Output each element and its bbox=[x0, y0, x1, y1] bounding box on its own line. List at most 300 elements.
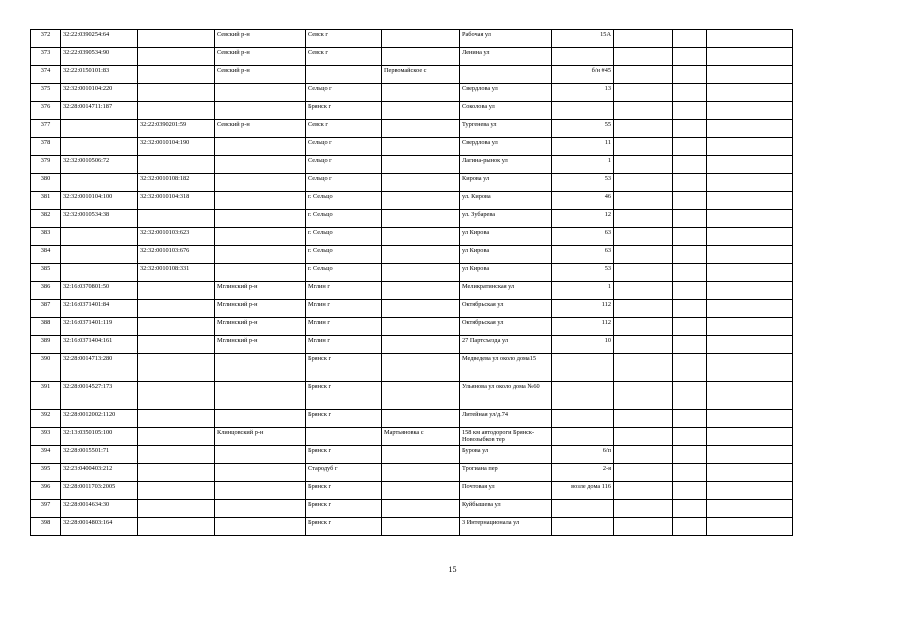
table-row bbox=[31, 30, 793, 48]
table-cell bbox=[382, 30, 460, 48]
table-cell: Меликратинская ул bbox=[460, 282, 552, 300]
table-cell: 112 bbox=[552, 300, 614, 318]
table-cell bbox=[614, 354, 673, 382]
table-cell bbox=[382, 48, 460, 66]
table-row bbox=[31, 500, 793, 518]
table-cell: 32:16:0371404:161 bbox=[61, 336, 138, 354]
table-cell: 32:22:0390254:64 bbox=[61, 30, 138, 48]
table-cell bbox=[215, 410, 306, 428]
table-row bbox=[31, 446, 793, 464]
table-cell: Сельцо г bbox=[306, 174, 382, 192]
table-cell bbox=[552, 410, 614, 428]
table-cell: Сельцо г bbox=[306, 156, 382, 174]
table-cell bbox=[61, 174, 138, 192]
table-cell bbox=[382, 156, 460, 174]
table-row bbox=[31, 282, 793, 300]
table-cell: Брянск г bbox=[306, 446, 382, 464]
table-cell: 395 bbox=[31, 464, 61, 482]
table-cell bbox=[382, 336, 460, 354]
table-cell bbox=[673, 66, 707, 84]
table-cell bbox=[138, 282, 215, 300]
table-row bbox=[31, 156, 793, 174]
table-cell: ул Кирова bbox=[460, 264, 552, 282]
table-cell bbox=[614, 300, 673, 318]
table-cell: 46 bbox=[552, 192, 614, 210]
table-cell: Брянск г bbox=[306, 500, 382, 518]
table-cell: Мглинский р-н bbox=[215, 318, 306, 336]
table-cell bbox=[707, 500, 793, 518]
table-cell bbox=[382, 464, 460, 482]
table-cell bbox=[707, 174, 793, 192]
table-row bbox=[31, 174, 793, 192]
table-cell bbox=[707, 30, 793, 48]
table-cell: 3 Интернационала ул bbox=[460, 518, 552, 536]
table-cell bbox=[382, 84, 460, 102]
table-cell: 385 bbox=[31, 264, 61, 282]
table-cell bbox=[673, 174, 707, 192]
table-cell: 63 bbox=[552, 228, 614, 246]
table-cell: 397 bbox=[31, 500, 61, 518]
table-cell: 376 bbox=[31, 102, 61, 120]
registry-table bbox=[30, 29, 793, 536]
table-cell bbox=[673, 84, 707, 102]
table-cell bbox=[382, 174, 460, 192]
table-cell bbox=[382, 318, 460, 336]
table-cell: 375 bbox=[31, 84, 61, 102]
table-cell: 32:32:0010104:100 bbox=[61, 192, 138, 210]
table-cell: Литейная ул/д.74 bbox=[460, 410, 552, 428]
table-row bbox=[31, 210, 793, 228]
table-cell bbox=[707, 282, 793, 300]
table-cell: Мглинский р-н bbox=[215, 336, 306, 354]
table-cell: б/н #45 bbox=[552, 66, 614, 84]
table-cell bbox=[707, 446, 793, 464]
table-cell: 387 bbox=[31, 300, 61, 318]
table-cell bbox=[138, 102, 215, 120]
table-cell bbox=[138, 464, 215, 482]
table-cell bbox=[673, 518, 707, 536]
table-cell: 390 bbox=[31, 354, 61, 382]
table-cell: 32:28:0014527:173 bbox=[61, 382, 138, 410]
table-cell bbox=[673, 30, 707, 48]
table-cell: Сельцо г bbox=[306, 138, 382, 156]
table-cell: 32:32:0010108:182 bbox=[138, 174, 215, 192]
table-cell: 398 bbox=[31, 518, 61, 536]
table-cell bbox=[382, 410, 460, 428]
table-cell: Севск г bbox=[306, 120, 382, 138]
table-cell bbox=[138, 318, 215, 336]
table-cell: 374 bbox=[31, 66, 61, 84]
table-cell: 32:22:0150101:83 bbox=[61, 66, 138, 84]
table-cell: 6/п bbox=[552, 446, 614, 464]
table-cell bbox=[382, 282, 460, 300]
table-cell bbox=[707, 120, 793, 138]
table-cell: Свердлова ул bbox=[460, 138, 552, 156]
table-cell bbox=[673, 246, 707, 264]
table-cell bbox=[138, 84, 215, 102]
table-cell: Мартьяновка с bbox=[382, 428, 460, 446]
table-cell: 384 bbox=[31, 246, 61, 264]
table-cell bbox=[138, 500, 215, 518]
table-cell bbox=[382, 300, 460, 318]
table-cell: 378 bbox=[31, 138, 61, 156]
table-cell bbox=[460, 66, 552, 84]
table-cell bbox=[707, 410, 793, 428]
table-cell bbox=[614, 102, 673, 120]
table-cell bbox=[138, 482, 215, 500]
table-row bbox=[31, 382, 793, 410]
table-cell bbox=[215, 464, 306, 482]
table-cell bbox=[673, 282, 707, 300]
table-cell bbox=[138, 300, 215, 318]
table-cell bbox=[614, 382, 673, 410]
table-cell bbox=[614, 48, 673, 66]
table-cell bbox=[707, 102, 793, 120]
table-cell bbox=[382, 246, 460, 264]
table-cell: г. Сельцо bbox=[306, 264, 382, 282]
table-cell bbox=[382, 210, 460, 228]
table-cell: Сельцо г bbox=[306, 84, 382, 102]
table-row bbox=[31, 66, 793, 84]
table-cell bbox=[673, 228, 707, 246]
table-cell bbox=[382, 354, 460, 382]
table-cell bbox=[707, 428, 793, 446]
table-cell bbox=[707, 300, 793, 318]
table-cell bbox=[673, 210, 707, 228]
table-cell bbox=[673, 138, 707, 156]
table-cell: 382 bbox=[31, 210, 61, 228]
table-cell: Севский р-н bbox=[215, 66, 306, 84]
table-cell: 373 bbox=[31, 48, 61, 66]
table-cell bbox=[382, 138, 460, 156]
table-body bbox=[31, 30, 793, 536]
table-cell bbox=[552, 518, 614, 536]
table-cell bbox=[61, 264, 138, 282]
table-cell bbox=[707, 48, 793, 66]
table-cell: 32:28:0014711:187 bbox=[61, 102, 138, 120]
table-cell: Лагина-рынок ул bbox=[460, 156, 552, 174]
table-cell: Брянск г bbox=[306, 410, 382, 428]
table-cell bbox=[552, 500, 614, 518]
table-cell: ул. Кирова bbox=[460, 192, 552, 210]
table-cell bbox=[552, 102, 614, 120]
table-cell: Брянск г bbox=[306, 102, 382, 120]
table-cell bbox=[614, 30, 673, 48]
table-cell bbox=[138, 336, 215, 354]
table-cell bbox=[215, 264, 306, 282]
table-cell bbox=[215, 500, 306, 518]
table-cell bbox=[552, 354, 614, 382]
table-cell bbox=[707, 482, 793, 500]
table-cell: 32:13:0350105:100 bbox=[61, 428, 138, 446]
table-cell bbox=[707, 228, 793, 246]
table-cell: 32:32:0010534:38 bbox=[61, 210, 138, 228]
table-cell: Куйбышева ул bbox=[460, 500, 552, 518]
table-cell: Брянск г bbox=[306, 354, 382, 382]
table-cell: 1 bbox=[552, 156, 614, 174]
table-row bbox=[31, 120, 793, 138]
table-cell bbox=[707, 138, 793, 156]
table-cell bbox=[673, 192, 707, 210]
table-cell bbox=[707, 264, 793, 282]
table-cell: 379 bbox=[31, 156, 61, 174]
table-cell: Октябрьская ул bbox=[460, 318, 552, 336]
table-cell bbox=[215, 174, 306, 192]
table-cell bbox=[138, 518, 215, 536]
table-cell: 13 bbox=[552, 84, 614, 102]
table-row bbox=[31, 300, 793, 318]
table-cell: 11 bbox=[552, 138, 614, 156]
table-cell: Кирова ул bbox=[460, 174, 552, 192]
table-cell: 32:28:0015501:71 bbox=[61, 446, 138, 464]
table-cell: 2-я bbox=[552, 464, 614, 482]
table-cell bbox=[215, 192, 306, 210]
table-cell: 32:22:0390201:59 bbox=[138, 120, 215, 138]
table-cell bbox=[382, 228, 460, 246]
table-cell: 53 bbox=[552, 264, 614, 282]
table-cell bbox=[614, 210, 673, 228]
table-cell bbox=[138, 66, 215, 84]
table-cell: Мглин г bbox=[306, 336, 382, 354]
table-cell bbox=[707, 66, 793, 84]
table-row bbox=[31, 464, 793, 482]
table-cell bbox=[673, 464, 707, 482]
table-cell bbox=[61, 120, 138, 138]
table-cell: 32:32:0010104:318 bbox=[138, 192, 215, 210]
table-cell bbox=[382, 500, 460, 518]
table-cell: 53 bbox=[552, 174, 614, 192]
table-cell bbox=[673, 120, 707, 138]
table-cell: 32:32:0010103:676 bbox=[138, 246, 215, 264]
table-cell bbox=[614, 66, 673, 84]
table-cell: г. Сельцо bbox=[306, 228, 382, 246]
table-cell bbox=[382, 382, 460, 410]
table-cell bbox=[673, 48, 707, 66]
table-cell bbox=[382, 446, 460, 464]
table-cell: г. Сельцо bbox=[306, 246, 382, 264]
table-cell: 32:16:0371401:84 bbox=[61, 300, 138, 318]
table-cell bbox=[707, 354, 793, 382]
table-cell bbox=[215, 382, 306, 410]
table-cell: Брянск г bbox=[306, 482, 382, 500]
table-cell bbox=[673, 382, 707, 410]
table-cell bbox=[673, 500, 707, 518]
table-cell: Тургенева ул bbox=[460, 120, 552, 138]
table-cell: 392 bbox=[31, 410, 61, 428]
table-cell bbox=[382, 120, 460, 138]
table-cell: Бурова ул bbox=[460, 446, 552, 464]
table-cell: 32:16:0370801:50 bbox=[61, 282, 138, 300]
table-cell bbox=[382, 518, 460, 536]
table-cell: Брянск г bbox=[306, 518, 382, 536]
table-cell: ул Кирова bbox=[460, 246, 552, 264]
table-cell bbox=[138, 382, 215, 410]
page-number: 15 bbox=[448, 565, 457, 574]
table-cell bbox=[61, 246, 138, 264]
table-cell: 380 bbox=[31, 174, 61, 192]
table-cell: 32:32:0010108:331 bbox=[138, 264, 215, 282]
table-cell bbox=[138, 30, 215, 48]
table-cell bbox=[215, 246, 306, 264]
table-cell bbox=[614, 518, 673, 536]
table-cell bbox=[552, 48, 614, 66]
table-cell bbox=[673, 336, 707, 354]
table-cell bbox=[707, 464, 793, 482]
table-row bbox=[31, 428, 793, 446]
table-cell bbox=[614, 120, 673, 138]
table-cell: Мглин г bbox=[306, 282, 382, 300]
table-cell: 32:22:0390534:90 bbox=[61, 48, 138, 66]
table-cell: Клинцовский р-н bbox=[215, 428, 306, 446]
table-cell: возле дома 116 bbox=[552, 482, 614, 500]
table-cell bbox=[215, 210, 306, 228]
table-cell bbox=[614, 318, 673, 336]
table-cell bbox=[215, 354, 306, 382]
table-cell bbox=[707, 318, 793, 336]
table-row bbox=[31, 192, 793, 210]
table-cell bbox=[306, 428, 382, 446]
table-cell: 389 bbox=[31, 336, 61, 354]
table-row bbox=[31, 84, 793, 102]
table-cell bbox=[707, 156, 793, 174]
table-row bbox=[31, 102, 793, 120]
table-cell bbox=[614, 482, 673, 500]
table-cell: 55 bbox=[552, 120, 614, 138]
table-cell: 15А bbox=[552, 30, 614, 48]
table-cell bbox=[673, 102, 707, 120]
table-cell bbox=[215, 84, 306, 102]
table-cell: 10 bbox=[552, 336, 614, 354]
table-cell bbox=[614, 428, 673, 446]
table-cell bbox=[138, 428, 215, 446]
table-cell bbox=[215, 228, 306, 246]
table-cell: Севский р-н bbox=[215, 120, 306, 138]
table-cell: 388 bbox=[31, 318, 61, 336]
table-cell: 32:28:0014713:280 bbox=[61, 354, 138, 382]
table-cell bbox=[552, 382, 614, 410]
table-cell: 393 bbox=[31, 428, 61, 446]
table-cell bbox=[138, 354, 215, 382]
table-cell: 32:16:0371401:119 bbox=[61, 318, 138, 336]
table-cell bbox=[215, 482, 306, 500]
table-cell: Брянск г bbox=[306, 382, 382, 410]
table-cell bbox=[614, 410, 673, 428]
table-cell: 158 км автодороги Брянск-Новозыбков тер bbox=[460, 428, 552, 446]
table-cell bbox=[673, 300, 707, 318]
table-cell: Мглин г bbox=[306, 300, 382, 318]
table-cell: Свердлова ул bbox=[460, 84, 552, 102]
table-cell bbox=[215, 102, 306, 120]
table-cell: 377 bbox=[31, 120, 61, 138]
table-cell: Трогиана пер bbox=[460, 464, 552, 482]
table-cell bbox=[614, 464, 673, 482]
table-cell bbox=[215, 446, 306, 464]
table-cell bbox=[215, 138, 306, 156]
table-row bbox=[31, 48, 793, 66]
table-cell bbox=[138, 156, 215, 174]
table-cell: Октябрьская ул bbox=[460, 300, 552, 318]
table-cell bbox=[673, 428, 707, 446]
table-cell: Севский р-н bbox=[215, 48, 306, 66]
table-cell bbox=[673, 354, 707, 382]
table-row bbox=[31, 138, 793, 156]
table-cell bbox=[614, 228, 673, 246]
table-cell bbox=[215, 518, 306, 536]
table-cell bbox=[673, 156, 707, 174]
table-row bbox=[31, 336, 793, 354]
table-cell bbox=[138, 446, 215, 464]
table-cell bbox=[614, 156, 673, 174]
table-cell: 112 bbox=[552, 318, 614, 336]
table-cell bbox=[707, 192, 793, 210]
table-cell bbox=[673, 264, 707, 282]
table-row bbox=[31, 246, 793, 264]
table-row bbox=[31, 518, 793, 536]
table-row bbox=[31, 410, 793, 428]
table-cell bbox=[614, 446, 673, 464]
table-cell bbox=[707, 84, 793, 102]
table-cell: Почтовая ул bbox=[460, 482, 552, 500]
table-row bbox=[31, 482, 793, 500]
table-cell bbox=[614, 500, 673, 518]
table-cell: Мглин г bbox=[306, 318, 382, 336]
table-row bbox=[31, 354, 793, 382]
table-cell: Стародуб г bbox=[306, 464, 382, 482]
table-row bbox=[31, 264, 793, 282]
table-cell bbox=[707, 518, 793, 536]
table-cell bbox=[552, 428, 614, 446]
table-cell: ул. Зубарева bbox=[460, 210, 552, 228]
table-cell: г. Сельцо bbox=[306, 192, 382, 210]
table-cell: Медведева ул около дома15 bbox=[460, 354, 552, 382]
table-cell bbox=[138, 48, 215, 66]
table-cell bbox=[673, 482, 707, 500]
table-cell bbox=[707, 336, 793, 354]
table-cell: 396 bbox=[31, 482, 61, 500]
table-cell bbox=[138, 410, 215, 428]
table-cell bbox=[707, 246, 793, 264]
table-cell: 32:28:0014634:30 bbox=[61, 500, 138, 518]
table-cell bbox=[614, 192, 673, 210]
table-cell: 63 bbox=[552, 246, 614, 264]
table-cell bbox=[614, 246, 673, 264]
table-cell: Мглинский р-н bbox=[215, 300, 306, 318]
table-row bbox=[31, 228, 793, 246]
table-cell: Ленина ул bbox=[460, 48, 552, 66]
table-cell bbox=[673, 410, 707, 428]
table-cell: 394 bbox=[31, 446, 61, 464]
table-cell bbox=[614, 84, 673, 102]
table-cell: 386 bbox=[31, 282, 61, 300]
table-cell bbox=[614, 174, 673, 192]
table-cell bbox=[614, 336, 673, 354]
table-cell: 32:28:0014803:164 bbox=[61, 518, 138, 536]
table-row bbox=[31, 318, 793, 336]
table-cell: 32:28:0011703:2005 bbox=[61, 482, 138, 500]
table-cell bbox=[614, 264, 673, 282]
table-cell bbox=[215, 156, 306, 174]
table-cell: 32:32:0010104:190 bbox=[138, 138, 215, 156]
table-cell: 27 Партсъезда ул bbox=[460, 336, 552, 354]
table-cell bbox=[382, 264, 460, 282]
table-cell bbox=[61, 228, 138, 246]
table-cell: Мглинский р-н bbox=[215, 282, 306, 300]
table-cell: ул Кирова bbox=[460, 228, 552, 246]
table-cell: Севск г bbox=[306, 30, 382, 48]
table-cell bbox=[382, 482, 460, 500]
table-cell: Ульянова ул около дома №60 bbox=[460, 382, 552, 410]
table-cell: 391 bbox=[31, 382, 61, 410]
